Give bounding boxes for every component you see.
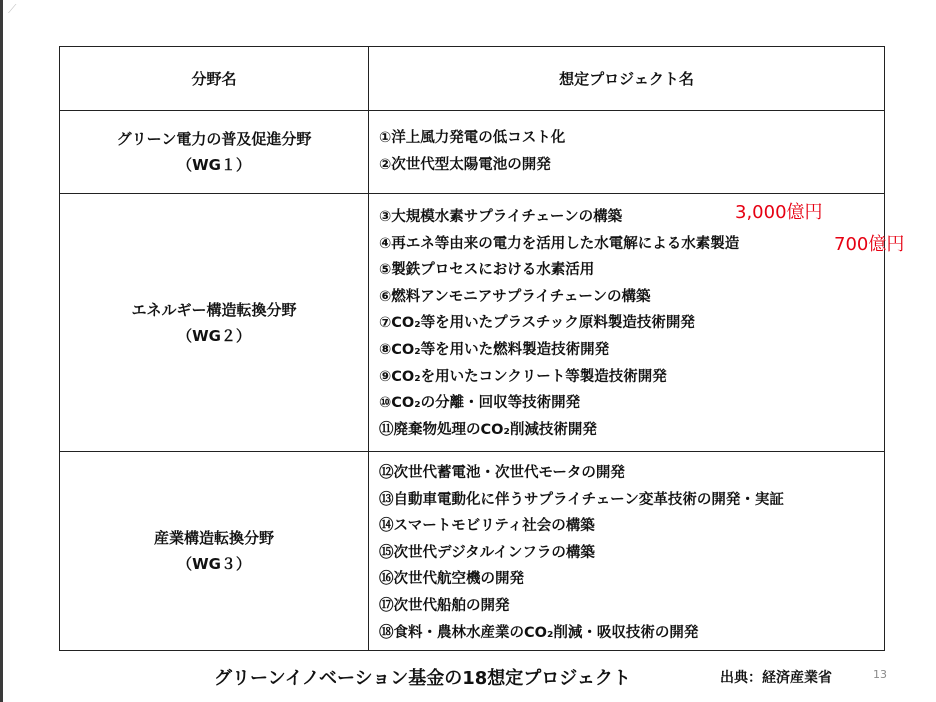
project-item: ⑧CO₂等を用いた燃料製造技術開発 — [379, 341, 610, 358]
project-item: ⑭スマートモビリティ社会の構築 — [379, 518, 595, 535]
projects-cell — [369, 452, 885, 651]
project-item: ⑤製鉄プロセスにおける水素活用 — [379, 262, 595, 279]
field-name: グリーン電力の普及促進分野 — [116, 130, 312, 148]
slide-caption: グリーンイノベーション基金の18想定プロジェクト — [214, 668, 631, 689]
field-wg: （WG２） — [177, 326, 251, 345]
projects-cell — [369, 194, 885, 452]
field-wg: （WG３） — [177, 555, 251, 573]
field-name: エネルギー構造転換分野 — [131, 300, 297, 319]
header-projects: 想定プロジェクト名 — [369, 47, 885, 111]
project-item: ⑩CO₂の分離・回収等技術開発 — [379, 395, 581, 412]
field-wg: （WG１） — [177, 156, 251, 174]
project-item: ⑦CO₂等を用いたプラスチック原料製造技術開発 — [379, 315, 695, 332]
project-item: ⑫次世代蓄電池・次世代モータの開発 — [379, 465, 625, 481]
project-item: ③大規模水素サプライチェーンの構築 — [379, 209, 623, 225]
table-row — [60, 452, 885, 651]
source-note: 出典：経済産業省 — [720, 670, 832, 686]
budget-amount-electrolysis: 700億円 — [834, 234, 905, 255]
project-item: ①洋上風力発電の低コスト化 — [379, 130, 566, 146]
header-field: 分野名 — [60, 47, 369, 111]
field-name: 産業構造転換分野 — [153, 529, 274, 547]
project-item: ⑥燃料アンモニアサプライチェーンの構築 — [379, 288, 651, 305]
corner-mark-icon: ⟋ — [8, 2, 17, 16]
project-item: ⑯次世代航空機の開発 — [379, 571, 524, 588]
projects-cell — [369, 111, 885, 194]
project-item: ⑰次世代船舶の開発 — [379, 597, 510, 614]
project-item: ④再エネ等由来の電力を活用した水電解による水素製造 — [379, 235, 740, 252]
budget-amount-hydrogen: 3,000億円 — [735, 202, 823, 223]
table-header-row — [60, 47, 885, 111]
table-row — [60, 111, 885, 194]
window-edge — [0, 0, 3, 702]
table-row — [60, 194, 885, 452]
project-item: ⑪廃棄物処理のCO₂削減技術開発 — [379, 421, 597, 438]
project-item: ⑱食料・農林水産業のCO₂削減・吸収技術の開発 — [379, 624, 699, 641]
project-item: ⑮次世代デジタルインフラの構築 — [379, 544, 595, 561]
project-item: ②次世代型太陽電池の開発 — [379, 156, 551, 173]
project-item: ⑬自動車電動化に伴うサプライチェーン変革技術の開発・実証 — [379, 491, 784, 508]
project-item: ⑨CO₂を用いたコンクリート等製造技術開発 — [379, 368, 667, 385]
field-cell — [60, 194, 369, 452]
project-table — [59, 46, 885, 651]
field-cell — [60, 452, 369, 651]
field-cell — [60, 111, 369, 194]
page-number: 13 — [873, 668, 887, 681]
